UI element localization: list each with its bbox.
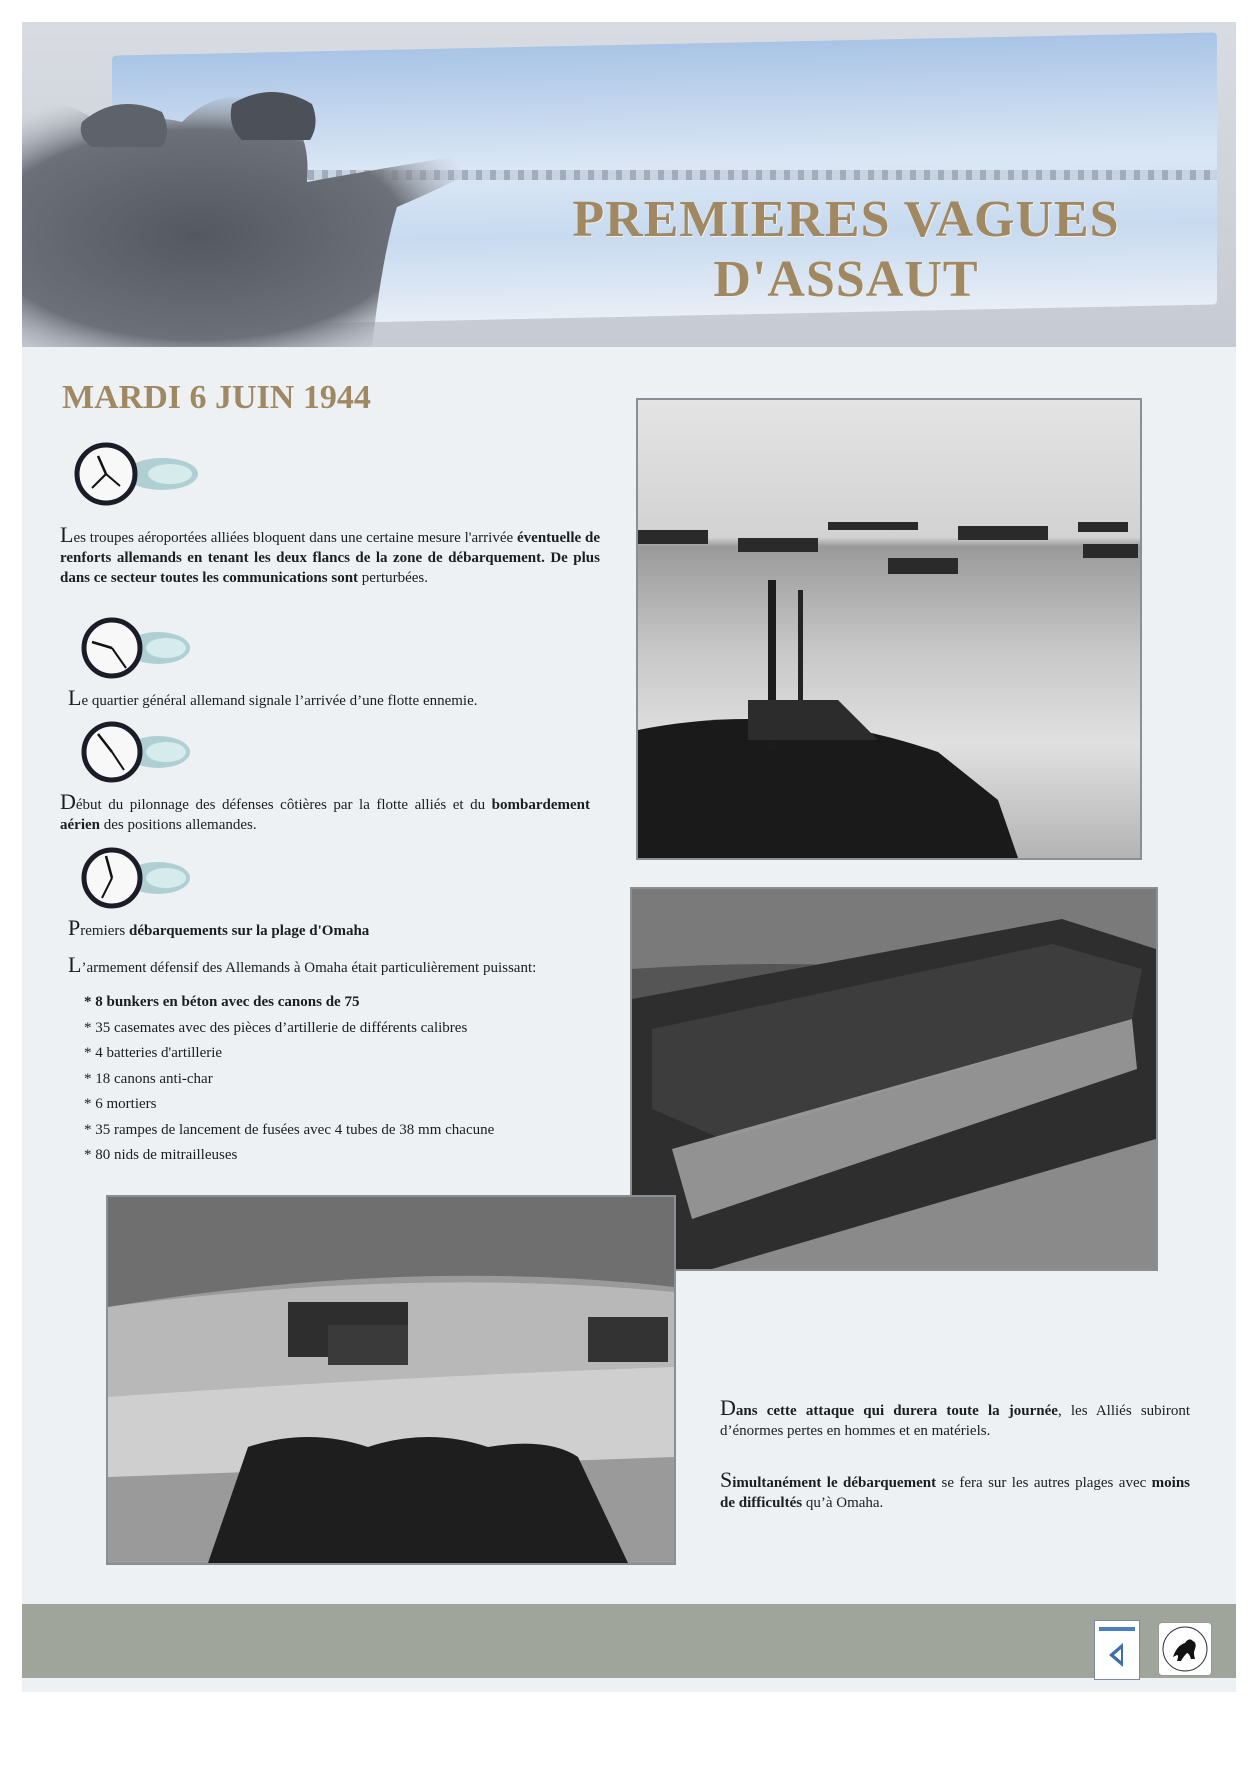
page-title — [546, 190, 1146, 310]
date-heading: MARDI 6 JUIN 1944 — [62, 379, 371, 416]
event-4-text: Premiers débarquements sur la plage d'Omaha — [68, 915, 370, 940]
event-3-text: Début du pilonnage des défenses côtières par la flotte alliés et du bombardement aérien des positions allemandes. — [60, 789, 590, 833]
clock-icon — [74, 442, 198, 506]
list-item: * 35 rampes de lancement de fusées avec 4 tubes de 38 mm chacune — [84, 1121, 495, 1138]
event-2-text: Le quartier général allemand signale l’arrivée d’une flotte ennemie. — [68, 685, 478, 710]
expo-logo — [1094, 1620, 1140, 1680]
horse-emblem-icon — [1159, 1623, 1211, 1675]
title-line-1: PREMIERES VAGUES — [572, 191, 1120, 248]
armament-list — [84, 994, 494, 1173]
list-item: * 8 bunkers en béton avec des canons de 75 — [84, 994, 360, 1010]
landing-craft-sea-photo — [636, 398, 1142, 860]
footer-bar — [22, 1604, 1236, 1678]
banner — [22, 22, 1236, 347]
clock-icon — [80, 720, 190, 784]
title-line-2: D'ASSAUT — [713, 251, 979, 308]
clock-icon — [80, 616, 190, 680]
clock-icon — [80, 846, 190, 910]
list-item: * 18 canons anti-char — [84, 1070, 213, 1087]
troops-landing-craft-image — [632, 889, 1156, 1269]
armament-intro: L’armement défensif des Allemands à Omaha était particulièrement puissant: — [68, 952, 537, 977]
list-item: * 4 batteries d'artillerie — [84, 1045, 223, 1061]
list-item: * 6 mortiers — [84, 1096, 157, 1112]
omaha-beach-photo — [106, 1195, 676, 1565]
conclusion-1-text: Dans cette attaque qui durera toute la journée, les Alliés subiront d’énormes pertes en hommes et en matériels. — [720, 1395, 1190, 1439]
horse-emblem-logo — [1158, 1622, 1212, 1676]
event-1-text: Les troupes aéroportées alliées bloquent dans une certaine mesure l'arrivée éventuelle de renforts allemands en tenant les deux flancs de la zone de débarquement. De plus dans ce secteur toutes les communications sont perturbées. — [60, 522, 600, 586]
landing-craft-sea-image — [638, 400, 1140, 858]
list-item: * 35 casemates avec des pièces d’artillerie de différents calibres — [84, 1019, 468, 1036]
troops-landing-craft-photo — [630, 887, 1158, 1271]
conclusion-2-text: Simultanément le débarquement se fera sur les autres plages avec moins de difficultés qu’à Omaha. — [720, 1467, 1191, 1511]
expo-logo-icon — [1095, 1621, 1139, 1679]
omaha-beach-image — [108, 1197, 674, 1563]
list-item: * 80 nids de mitrailleuses — [84, 1147, 238, 1163]
